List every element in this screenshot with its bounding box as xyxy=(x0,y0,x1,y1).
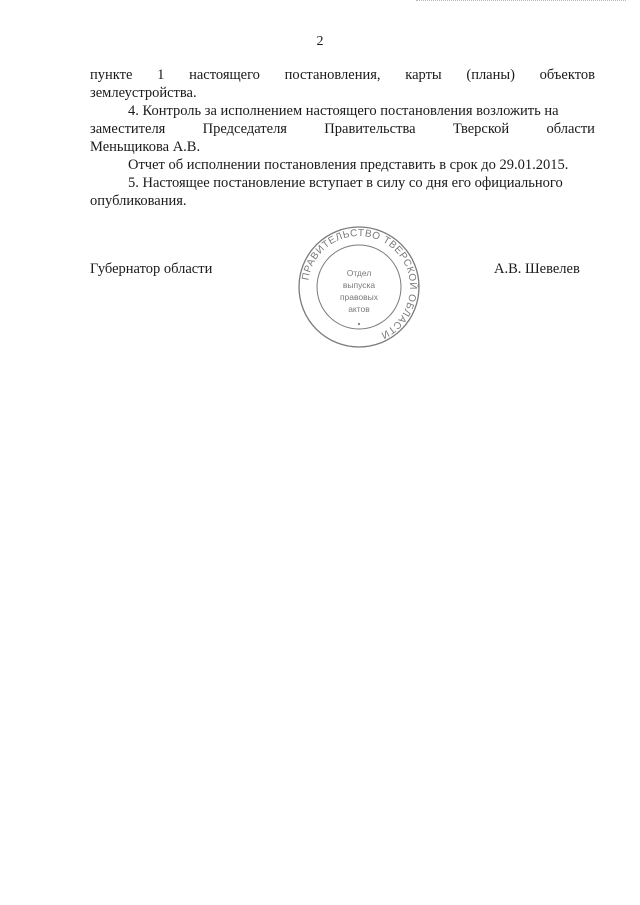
scan-artifact-line xyxy=(416,0,626,3)
body-word: 1 xyxy=(157,67,165,83)
body-word: заместителя xyxy=(90,121,166,137)
body-word: настоящего xyxy=(189,67,260,83)
body-word: объектов xyxy=(539,67,595,83)
body-line-3: 4. Контроль за исполнением настоящего постановления возложить на xyxy=(128,103,559,119)
body-line-1 xyxy=(90,66,595,84)
body-line-6: Отчет об исполнении постановления представить в срок до 29.01.2015. xyxy=(128,157,569,173)
body-line-2: землеустройства. xyxy=(90,85,197,101)
signatory-title: Губернатор области xyxy=(90,261,213,277)
body-word: (планы) xyxy=(466,67,515,83)
body-word: Председателя xyxy=(202,121,287,137)
signatory-name: А.В. Шевелев xyxy=(494,261,580,277)
body-line-7: 5. Настоящее постановление вступает в силу со дня его официального xyxy=(128,175,563,191)
body-line-8: опубликования. xyxy=(90,193,187,209)
body-word: пункте xyxy=(90,67,133,83)
stamp-center-line-1: Отдел xyxy=(346,268,372,278)
stamp-center-line-3: правовых xyxy=(339,292,379,302)
body-word: Тверской xyxy=(452,121,510,137)
body-word: карты xyxy=(405,67,442,83)
body-line-5: Меньщикова А.В. xyxy=(90,139,201,155)
stamp-ring-textpath: ПРАВИТЕЛЬСТВО ТВЕРСКОЙ ОБЛАСТИ xyxy=(300,227,419,341)
stamp-center-line-4: актов xyxy=(348,304,370,314)
official-stamp xyxy=(296,224,422,350)
body-word: Правительства xyxy=(324,121,416,137)
stamp-center-line-2: выпуска xyxy=(342,280,376,290)
body-word: области xyxy=(546,121,595,137)
body-word: постановления, xyxy=(284,67,381,83)
page-number: 2 xyxy=(316,34,324,49)
stamp-dot xyxy=(358,323,360,325)
body-line-4 xyxy=(90,120,595,138)
